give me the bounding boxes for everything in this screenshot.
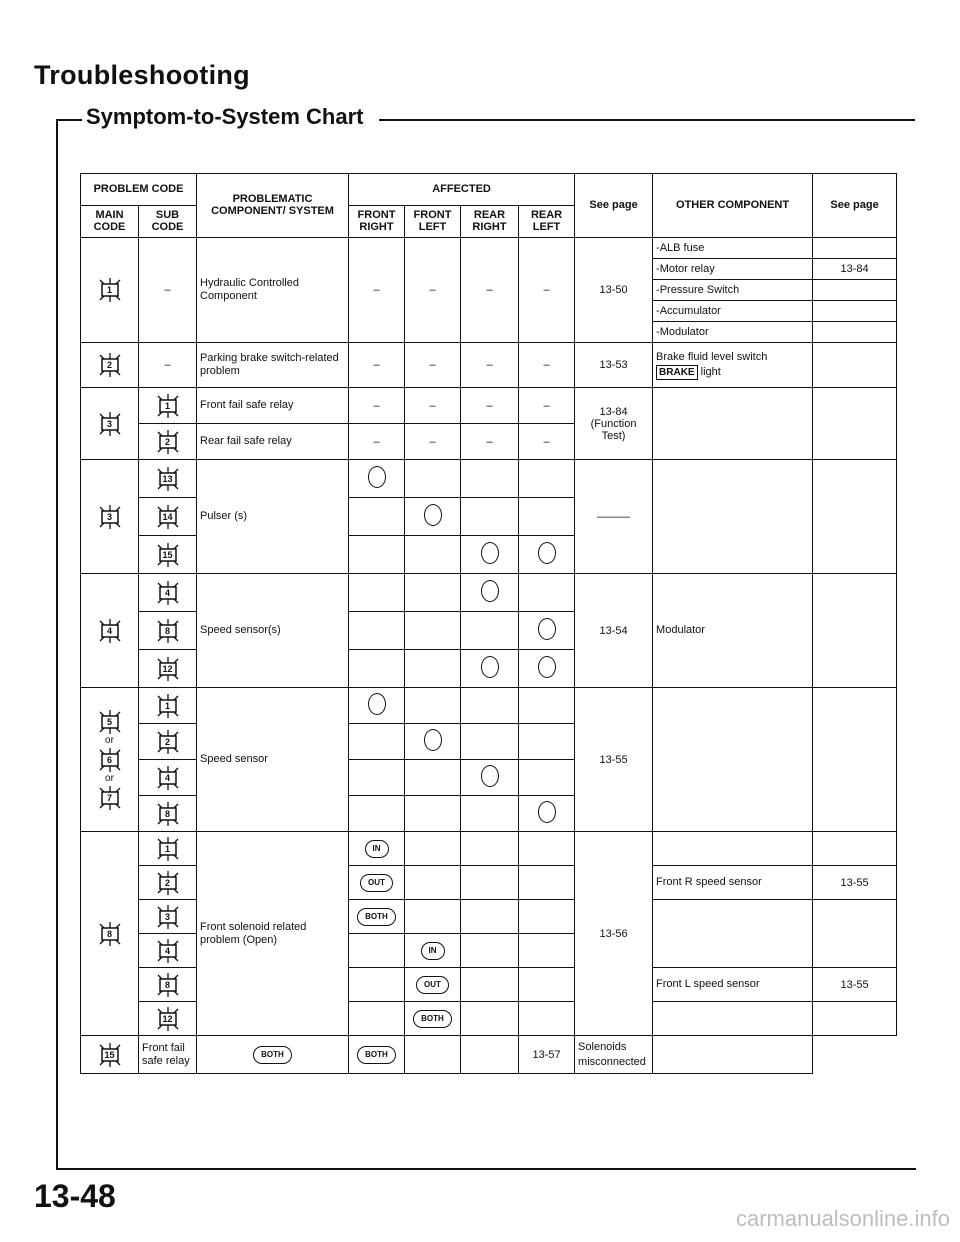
affected-fl-cell xyxy=(405,688,461,724)
affected-fr-cell xyxy=(349,796,405,832)
blink-code-icon: 2 xyxy=(155,729,181,755)
affected-fr-cell xyxy=(349,498,405,536)
affected-mark xyxy=(481,765,499,787)
see-page-cell: ——— xyxy=(575,460,653,574)
affected-fr-cell xyxy=(349,574,405,612)
other-component-cell: -Pressure Switch xyxy=(653,280,813,301)
frame-top-line xyxy=(56,119,82,121)
other-component-cell xyxy=(653,900,813,968)
other-component-cell xyxy=(653,832,813,866)
blink-code-icon: 6 xyxy=(97,747,123,773)
main-code-cell xyxy=(81,832,139,1036)
affected-mark xyxy=(424,729,442,751)
sub-code-cell xyxy=(139,796,197,832)
affected-rr-cell xyxy=(461,832,519,866)
symptom-chart xyxy=(80,173,897,1074)
other-component-cell xyxy=(653,460,813,574)
affected-rl-cell xyxy=(519,796,575,832)
affected-fr-cell xyxy=(349,536,405,574)
blink-code-icon: 4 xyxy=(97,618,123,644)
in-mark: IN xyxy=(421,942,445,960)
other-page-cell xyxy=(813,322,897,343)
header-see-page: See page xyxy=(575,174,653,238)
see-page-cell: 13-54 xyxy=(575,574,653,688)
affected-fr-cell xyxy=(349,1002,405,1036)
blink-code-icon: 4 xyxy=(155,765,181,791)
affected-fl-cell xyxy=(405,832,461,866)
sub-code-cell xyxy=(139,934,197,968)
affected-fr-cell xyxy=(349,934,405,968)
affected-fr-cell: – xyxy=(349,388,405,424)
affected-rl-cell xyxy=(519,460,575,498)
affected-fl-cell: – xyxy=(405,388,461,424)
affected-rl-cell xyxy=(519,574,575,612)
blink-code-icon: 15 xyxy=(97,1042,123,1068)
affected-rl-cell xyxy=(519,724,575,760)
other-component-cell: -Accumulator xyxy=(653,301,813,322)
main-code-cell xyxy=(81,238,139,343)
affected-rr-cell xyxy=(461,574,519,612)
blink-code-icon: 1 xyxy=(97,277,123,303)
blink-code-icon: 8 xyxy=(155,618,181,644)
header-sub-code: SUB CODE xyxy=(139,206,197,238)
see-page-cell: 13-84 (Function Test) xyxy=(575,388,653,460)
see-page-cell: 13-57 xyxy=(519,1036,575,1074)
affected-rl-cell xyxy=(519,650,575,688)
sub-code-cell xyxy=(139,388,197,424)
other-page-cell xyxy=(813,301,897,322)
other-component-cell: -ALB fuse xyxy=(653,238,813,259)
other-component-cell xyxy=(653,388,813,460)
affected-rr-cell xyxy=(461,724,519,760)
other-component-cell xyxy=(653,343,813,388)
page-number: 13-48 xyxy=(34,1178,116,1214)
watermark: carmanualsonline.info xyxy=(735,1206,950,1231)
blink-code-icon: 8 xyxy=(155,972,181,998)
affected-fr-cell xyxy=(349,688,405,724)
system-cell: Rear fail safe relay xyxy=(197,424,349,460)
other-component-cell: Front R speed sensor xyxy=(653,866,813,900)
see-page-cell: 13-53 xyxy=(575,343,653,388)
sub-code-cell xyxy=(139,900,197,934)
system-cell: Speed sensor xyxy=(197,688,349,832)
or-label: or xyxy=(105,772,114,784)
affected-mark xyxy=(481,656,499,678)
blink-code-icon: 4 xyxy=(155,938,181,964)
affected-fl-cell xyxy=(405,460,461,498)
sub-code-cell xyxy=(139,498,197,536)
affected-rr-cell xyxy=(461,796,519,832)
other-page-cell xyxy=(813,460,897,574)
sub-code-cell: – xyxy=(139,343,197,388)
blink-code-icon: 2 xyxy=(155,870,181,896)
blink-code-icon: 13 xyxy=(155,466,181,492)
affected-mark xyxy=(538,618,556,640)
affected-fl-cell xyxy=(405,536,461,574)
affected-mark xyxy=(368,693,386,715)
blink-code-icon: 2 xyxy=(155,429,181,455)
header-front-right: FRONT RIGHT xyxy=(349,206,405,238)
affected-fr-cell xyxy=(349,760,405,796)
affected-rl-cell xyxy=(519,536,575,574)
affected-rl-cell: – xyxy=(519,343,575,388)
affected-fl-cell xyxy=(405,1002,461,1036)
other-page-cell xyxy=(813,688,897,832)
affected-mark xyxy=(368,466,386,488)
other-page-cell xyxy=(813,388,897,460)
sub-code-cell xyxy=(139,760,197,796)
in-mark: IN xyxy=(365,840,389,858)
affected-rr-cell: – xyxy=(461,238,519,343)
header-other-component: OTHER COMPONENT xyxy=(653,174,813,238)
other-component-text: light xyxy=(700,365,721,378)
blink-code-icon: 3 xyxy=(97,411,123,437)
blink-code-icon: 1 xyxy=(155,393,181,419)
affected-fl-cell: – xyxy=(405,343,461,388)
affected-rl-cell: – xyxy=(519,388,575,424)
affected-rr-cell xyxy=(461,460,519,498)
affected-mark xyxy=(481,580,499,602)
affected-mark xyxy=(538,801,556,823)
affected-rr-cell xyxy=(461,760,519,796)
affected-fl-cell xyxy=(349,1036,405,1074)
affected-mark xyxy=(538,656,556,678)
affected-fl-cell xyxy=(405,934,461,968)
header-main-code: MAIN CODE xyxy=(81,206,139,238)
both-mark: BOTH xyxy=(253,1046,292,1064)
affected-fl-cell xyxy=(405,498,461,536)
other-page-cell xyxy=(813,832,897,866)
main-code-cell xyxy=(81,574,139,688)
affected-fl-cell xyxy=(405,574,461,612)
other-page-cell xyxy=(813,1002,897,1036)
affected-fr-cell xyxy=(349,650,405,688)
affected-fr-cell xyxy=(349,866,405,900)
other-component-cell: Modulator xyxy=(653,574,813,688)
affected-rr-cell xyxy=(461,866,519,900)
header-rear-right: REAR RIGHT xyxy=(461,206,519,238)
blink-code-icon: 7 xyxy=(97,785,123,811)
both-mark: BOTH xyxy=(357,1046,396,1064)
affected-fr-cell xyxy=(197,1036,349,1074)
affected-fr-cell xyxy=(349,900,405,934)
frame-bottom-line xyxy=(56,1168,916,1170)
sub-code-cell: – xyxy=(139,238,197,343)
blink-code-icon: 15 xyxy=(155,542,181,568)
affected-rl-cell xyxy=(519,688,575,724)
system-cell: Hydraulic Controlled Component xyxy=(197,238,349,343)
section-rule xyxy=(379,119,915,121)
sub-code-cell xyxy=(139,536,197,574)
blink-code-icon: 12 xyxy=(155,656,181,682)
sub-code-cell xyxy=(81,1036,139,1074)
header-front-left: FRONT LEFT xyxy=(405,206,461,238)
other-page-cell xyxy=(813,238,897,259)
blink-code-icon: 12 xyxy=(155,1006,181,1032)
affected-rl-cell xyxy=(519,934,575,968)
other-component-cell: -Motor relay xyxy=(653,259,813,280)
system-cell: Front fail safe relay xyxy=(139,1036,197,1074)
sub-code-cell xyxy=(139,832,197,866)
system-cell: Parking brake switch-related problem xyxy=(197,343,349,388)
affected-rl-cell xyxy=(519,1002,575,1036)
sub-code-cell xyxy=(139,460,197,498)
affected-mark xyxy=(481,542,499,564)
blink-code-icon: 8 xyxy=(155,801,181,827)
both-mark: BOTH xyxy=(413,1010,452,1028)
out-mark: OUT xyxy=(416,976,449,994)
blink-code-icon: 8 xyxy=(97,921,123,947)
affected-fl-cell xyxy=(405,866,461,900)
affected-rr-cell xyxy=(461,498,519,536)
affected-mark xyxy=(538,542,556,564)
both-mark: BOTH xyxy=(357,908,396,926)
blink-code-icon: 3 xyxy=(97,504,123,530)
affected-rr-cell xyxy=(461,968,519,1002)
affected-fl-cell xyxy=(405,650,461,688)
affected-rr-cell: – xyxy=(461,424,519,460)
blink-code-icon: 4 xyxy=(155,580,181,606)
affected-rl-cell: – xyxy=(519,238,575,343)
affected-rr-cell xyxy=(461,1002,519,1036)
other-page-cell: 13-84 xyxy=(813,259,897,280)
section-subtitle: Symptom-to-System Chart xyxy=(86,104,371,130)
affected-rr-cell xyxy=(461,900,519,934)
see-page-cell: 13-56 xyxy=(575,832,653,1036)
affected-rl-cell xyxy=(519,760,575,796)
blink-code-icon: 5 xyxy=(97,709,123,735)
affected-rl-cell xyxy=(519,498,575,536)
affected-fr-cell xyxy=(349,724,405,760)
sub-code-cell xyxy=(139,866,197,900)
affected-fl-cell xyxy=(405,724,461,760)
header-problem-code: PROBLEM CODE xyxy=(81,174,197,206)
see-page-cell: 13-55 xyxy=(575,688,653,832)
sub-code-cell xyxy=(139,1002,197,1036)
affected-rl-cell xyxy=(519,832,575,866)
other-page-cell xyxy=(813,900,897,968)
affected-rl-cell xyxy=(519,612,575,650)
other-page-cell: 13-55 xyxy=(813,968,897,1002)
page-title: Troubleshooting xyxy=(34,60,250,90)
affected-rr-cell: – xyxy=(461,388,519,424)
affected-fl-cell xyxy=(405,612,461,650)
affected-rr-cell: – xyxy=(461,343,519,388)
affected-fr-cell: – xyxy=(349,424,405,460)
affected-rr-cell xyxy=(461,536,519,574)
main-code-cell xyxy=(81,688,139,832)
main-code-cell xyxy=(81,343,139,388)
sub-code-cell xyxy=(139,424,197,460)
other-page-cell: 13-55 xyxy=(813,866,897,900)
sub-code-cell xyxy=(139,968,197,1002)
blink-code-icon: 2 xyxy=(97,352,123,378)
main-code-cell xyxy=(81,460,139,574)
system-cell: Front solenoid related problem (Open) xyxy=(197,832,349,1036)
header-see-page-2: See page xyxy=(813,174,897,238)
brake-light-box: BRAKE xyxy=(656,365,698,380)
system-cell: Speed sensor(s) xyxy=(197,574,349,688)
blink-code-icon: 14 xyxy=(155,504,181,530)
affected-fr-cell xyxy=(349,968,405,1002)
affected-rl-cell xyxy=(519,866,575,900)
system-cell: Pulser (s) xyxy=(197,460,349,574)
affected-fl-cell xyxy=(405,760,461,796)
affected-rl-cell: – xyxy=(519,424,575,460)
blink-code-icon: 1 xyxy=(155,836,181,862)
other-page-cell xyxy=(813,280,897,301)
affected-fl-cell: – xyxy=(405,424,461,460)
affected-rr-cell xyxy=(405,1036,461,1074)
sub-code-cell xyxy=(139,688,197,724)
affected-rl-cell xyxy=(519,968,575,1002)
other-component-text: Brake fluid level switch xyxy=(656,351,768,364)
header-system: PROBLEMATIC COMPONENT/ SYSTEM xyxy=(197,174,349,238)
affected-fr-cell: – xyxy=(349,343,405,388)
system-cell: Front fail safe relay xyxy=(197,388,349,424)
sub-code-cell xyxy=(139,612,197,650)
header-affected: AFFECTED xyxy=(349,174,575,206)
other-component-cell: Front L speed sensor xyxy=(653,968,813,1002)
see-page-cell: 13-50 xyxy=(575,238,653,343)
affected-mark xyxy=(424,504,442,526)
or-label: or xyxy=(105,734,114,746)
affected-fr-cell xyxy=(349,612,405,650)
other-page-cell xyxy=(813,343,897,388)
affected-rr-cell xyxy=(461,934,519,968)
affected-fl-cell xyxy=(405,796,461,832)
other-page-cell xyxy=(653,1036,813,1074)
affected-fl-cell xyxy=(405,900,461,934)
other-component-cell xyxy=(653,688,813,832)
affected-fr-cell xyxy=(349,460,405,498)
blink-code-icon: 1 xyxy=(155,693,181,719)
other-page-cell xyxy=(813,574,897,688)
sub-code-cell xyxy=(139,724,197,760)
affected-fr-cell xyxy=(349,832,405,866)
sub-code-cell xyxy=(139,574,197,612)
frame-left-line xyxy=(56,119,58,1169)
other-component-cell xyxy=(653,1002,813,1036)
sub-code-cell xyxy=(139,650,197,688)
other-component-cell: -Modulator xyxy=(653,322,813,343)
header-rear-left: REAR LEFT xyxy=(519,206,575,238)
affected-rr-cell xyxy=(461,688,519,724)
affected-rr-cell xyxy=(461,650,519,688)
other-component-cell: Solenoids misconnected xyxy=(575,1036,653,1074)
main-code-cell xyxy=(81,388,139,460)
affected-rr-cell xyxy=(461,612,519,650)
affected-fl-cell: – xyxy=(405,238,461,343)
out-mark: OUT xyxy=(360,874,393,892)
blink-code-icon: 3 xyxy=(155,904,181,930)
affected-rl-cell xyxy=(461,1036,519,1074)
affected-fr-cell: – xyxy=(349,238,405,343)
affected-rl-cell xyxy=(519,900,575,934)
affected-fl-cell xyxy=(405,968,461,1002)
